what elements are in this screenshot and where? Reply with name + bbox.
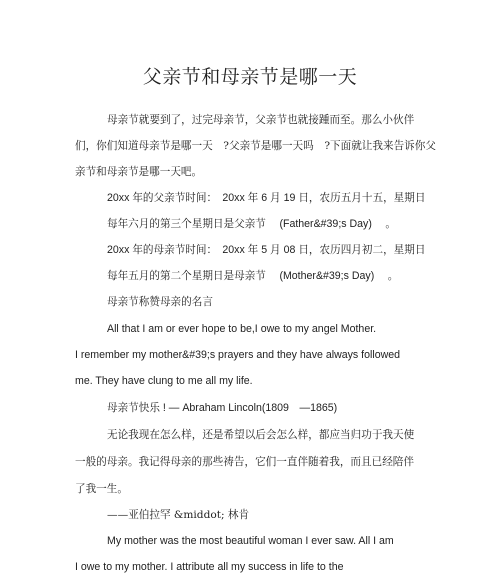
translation-line: 了我一生。 [75, 483, 128, 495]
fathers-day-date-line: 20xx 年的父亲节时间： 20xx 年 6 月 19 日，农历五月十五，星期日 [107, 192, 426, 204]
paragraph-line: 们，你们知道母亲节是哪一天 ?父亲节是哪一天吗 ?下面就让我来告诉你父 [75, 140, 436, 152]
mothers-day-date-line: 20xx 年的母亲节时间： 20xx 年 5 月 08 日，农历四月初二，星期日 [107, 244, 426, 256]
paragraph-line: 母亲节就要到了，过完母亲节，父亲节也就接踵而至。那么小伙伴 [107, 114, 415, 126]
quote-line: My mother was the most beautiful woman I ever saw. All I am [107, 535, 394, 547]
document-title: 父亲节和母亲节是哪一天 [142, 66, 358, 88]
quote-attribution: 母亲节快乐 ! — Abraham Lincoln(1809 —1865) [107, 402, 338, 414]
translation-line: 无论我现在怎么样，还是希望以后会怎么样，都应当归功于我天使 [107, 429, 415, 441]
translation-line: 一般的母亲。我记得母亲的那些祷告，它们一直伴随着我，而且已经陪伴 [75, 456, 414, 468]
quote-line: me. They have clung to me all my life. [75, 375, 253, 387]
translation-attribution: ——亚伯拉罕 &middot; 林肯 [107, 509, 250, 521]
quote-line-cut: I owe to my mother. I attribute all my success in life to the [75, 561, 344, 573]
quote-line: I remember my mother&#39;s prayers and they have always followed [75, 349, 401, 361]
fathers-day-rule-line: 每年六月的第三个星期日是父亲节 (Father&#39;s Day) 。 [107, 218, 397, 230]
mothers-day-rule-line: 每年五月的第二个星期日是母亲节 (Mother&#39;s Day) 。 [107, 270, 399, 282]
paragraph-line: 亲节和母亲节是哪一天吧。 [75, 166, 203, 178]
section-heading: 母亲节称赞母亲的名言 [107, 296, 213, 308]
quote-line: All that I am or ever hope to be,I owe to my angel Mother. [107, 323, 377, 335]
